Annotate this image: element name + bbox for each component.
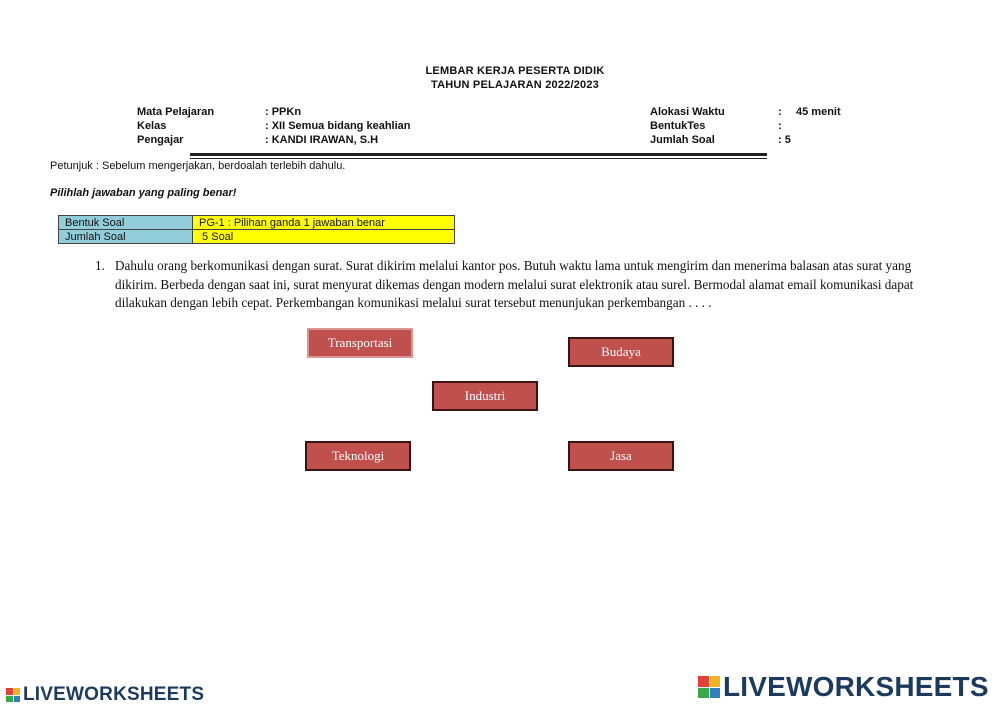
liveworksheets-logo-large [698,671,989,703]
liveworksheets-logo-small [6,684,204,706]
question-form-value: PG-1 : Pilihan ganda 1 jawaban benar [193,216,455,230]
class-label: Kelas [137,120,167,132]
question-type-table [58,215,455,244]
school-year: TAHUN PELAJARAN 2022/2023 [430,79,600,91]
time-allocation-value: 45 menit [796,106,841,118]
instructions: Petunjuk : Sebelum mengerjakan, berdoalah terlebih dahulu. [50,160,346,172]
table-row [59,216,455,230]
liveworksheets-mark-icon [698,676,720,698]
question-count-label: Jumlah Soal [650,134,715,146]
option-transportasi[interactable]: Transportasi [307,328,413,358]
question-count-key: Jumlah Soal [59,230,193,244]
subject-value: : PPKn [265,106,302,118]
question-count-value: : 5 [778,134,791,146]
test-type-label: BentukTes [650,120,706,132]
time-allocation-label: Alokasi Waktu [650,106,725,118]
time-allocation-colon: : [778,106,782,118]
option-jasa[interactable]: Jasa [568,441,674,471]
question-text: Dahulu orang berkomunikasi dengan surat. Surat dikirim melalui kantor pos. Butuh waktu lama untuk mengirim dan menerima balasan atas surat yang dikirim. Berbeda dengan saat ini, surat menyurat dikemas dengan modern melalui surat elektronik atau surel. Bermodal alamat email komunikasi dapat dilakukan dengan lebih cepat. Perkembangan komunikasi melalui surat tersebut menunjukan perkembangan . . . . [115,258,914,310]
test-type-colon: : [778,120,782,132]
question-count-cell: 5 Soal [193,230,455,244]
teacher-value: : KANDI IRAWAN, S.H [265,134,379,146]
question-number: 1. [95,258,105,273]
header-divider-thick [190,153,767,156]
task-instruction: Pilihlah jawaban yang paling benar! [50,187,237,199]
header-divider-thin [190,158,767,159]
subject-label: Mata Pelajaran [137,106,215,118]
option-teknologi[interactable]: Teknologi [305,441,411,471]
option-budaya[interactable]: Budaya [568,337,674,367]
question-form-key: Bentuk Soal [59,216,193,230]
class-value: : XII Semua bidang keahlian [265,120,411,132]
logo-small-text: LIVEWORKSHEETS [23,684,205,705]
logo-large-text: LIVEWORKSHEETS [723,671,989,702]
worksheet-title: LEMBAR KERJA PESERTA DIDIK [425,65,605,77]
teacher-label: Pengajar [137,134,184,146]
table-row [59,230,455,244]
option-industri[interactable]: Industri [432,381,538,411]
liveworksheets-mark-icon [6,688,20,702]
